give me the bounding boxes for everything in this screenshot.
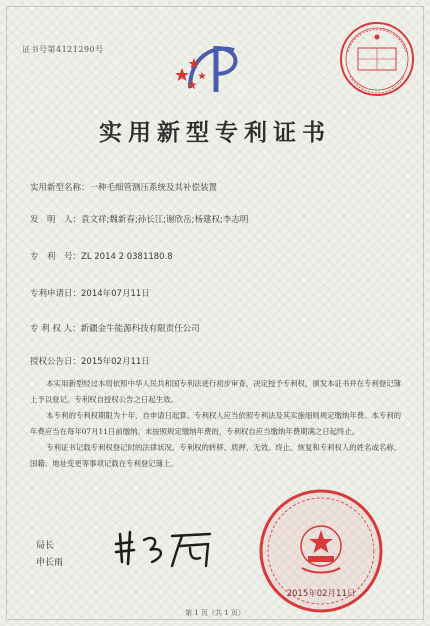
filing-date-value: 2014年07月11日 xyxy=(81,289,150,299)
patent-holder-field xyxy=(30,322,200,334)
page-footer: 第 1 页（共 1 页） xyxy=(185,609,245,617)
paragraph-status: 专利证书记载专利权登记时的法律状况。专利权的转移、质押、无效、终止、恢复和专利权人的姓名或名称、国籍、地址变更等事项记载在专利登记簿上。 xyxy=(30,443,402,468)
patent-number-field xyxy=(30,250,173,262)
paragraph-term: 本专利的专利权期限为十年，自申请日起算。专利权人应当依照专利法及其实施细则规定缴纳年费。本专利的年费应当在每年07月11日前缴纳。未按照规定缴纳年费的，专利权自应当缴纳年费期满之日起终止。 xyxy=(30,411,402,436)
patent-office-logo-icon xyxy=(168,38,248,100)
inventor-label: 发 明 人： xyxy=(30,215,82,225)
patent-number-value: ZL 2014 2 0381180.8 xyxy=(81,252,173,262)
grant-date-label: 授权公告日： xyxy=(30,357,82,367)
official-seal-icon xyxy=(256,486,386,616)
grant-date-field xyxy=(30,355,150,367)
paragraph-grant: 本实用新型经过本局依照中华人民共和国专利法进行初步审查，决定授予专利权，颁发本证书并在专利登记簿上予以登记。专利权自授权公告之日起生效。 xyxy=(30,379,402,404)
director-signature-icon xyxy=(110,524,220,572)
inventor-value: 袁文祥;魏新春;孙长江;谢欣岳;杨建权;李志明 xyxy=(81,215,249,225)
top-right-seal-icon xyxy=(336,18,418,100)
director-block xyxy=(36,538,63,572)
grant-date-value: 2015年02月11日 xyxy=(81,357,150,367)
utility-model-name-value: 一种毛细管测压系统及其补偿装置 xyxy=(89,183,218,193)
inventor-field xyxy=(30,213,248,225)
patent-holder-value: 新疆金牛能源科技有限责任公司 xyxy=(80,324,200,334)
official-seal-date: 2015年02月11日 xyxy=(286,589,356,599)
certificate-number: 证书号第4121290号 xyxy=(22,45,104,54)
filing-date-label: 专利申请日： xyxy=(30,289,82,299)
utility-model-name-label: 实用新型名称： xyxy=(30,183,90,193)
utility-model-name-field xyxy=(30,181,217,193)
director-name: 申长雨 xyxy=(36,558,64,568)
certificate-title: 实用新型专利证书 xyxy=(99,119,331,146)
director-title: 局长 xyxy=(36,541,55,551)
patent-number-label: 专 利 号： xyxy=(30,252,82,262)
patent-holder-label: 专 利 权 人： xyxy=(30,324,81,334)
filing-date-field xyxy=(30,287,150,299)
